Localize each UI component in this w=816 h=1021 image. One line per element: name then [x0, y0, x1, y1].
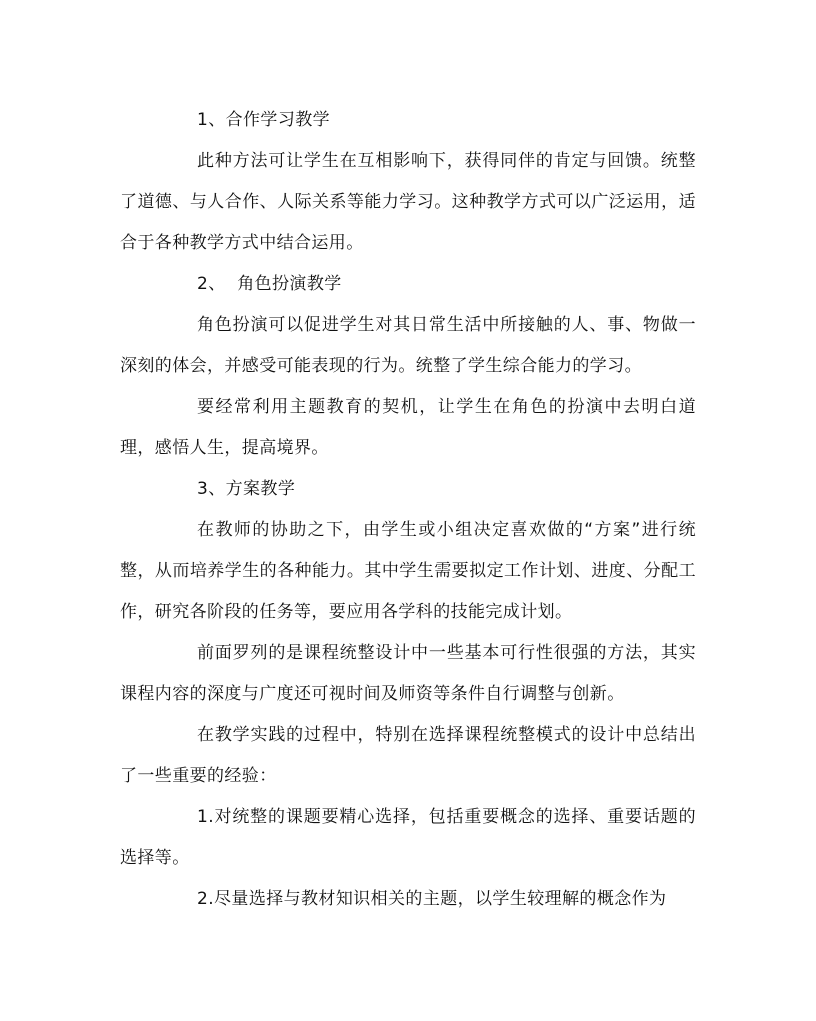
- section-heading-project-teaching: 3、方案教学: [197, 479, 296, 499]
- list-item-experience-1: 1.对统整的课题要精心选择，包括重要概念的选择、重要话题的选择等。: [120, 807, 696, 868]
- paragraph-role-play-2: 要经常利用主题教育的契机，让学生在角色的扮演中去明白道理，感悟人生，提高境界。: [120, 397, 696, 458]
- paragraph-summary-methods: 前面罗列的是课程统整设计中一些基本可行性很强的方法，其实课程内容的深度与广度还可视时间及师资等条件自行调整与创新。: [120, 643, 696, 704]
- section-heading-cooperative-learning: 1、合作学习教学: [197, 110, 331, 130]
- paragraph-role-play-1: 角色扮演可以促进学生对其日常生活中所接触的人、事、物做一深刻的体会，并感受可能表现的行为。统整了学生综合能力的学习。: [120, 315, 696, 376]
- list-item-experience-2: 2.尽量选择与教材知识相关的主题，以学生较理解的概念作为: [197, 889, 667, 909]
- section-heading-role-play: 2、 角色扮演教学: [197, 274, 342, 294]
- document-body: [120, 100, 696, 920]
- paragraph-project-teaching: 在教师的协助之下，由学生或小组决定喜欢做的“方案”进行统整，从而培养学生的各种能力。其中学生需要拟定工作计划、进度、分配工作，研究各阶段的任务等，要应用各学科的技能完成计划。: [120, 520, 696, 622]
- paragraph-experience-intro: 在教学实践的过程中，特别在选择课程统整模式的设计中总结出了一些重要的经验：: [120, 725, 696, 786]
- paragraph-cooperative-learning: 此种方法可让学生在互相影响下，获得同伴的肯定与回馈。统整了道德、与人合作、人际关系等能力学习。这种教学方式可以广泛运用，适合于各种教学方式中结合运用。: [120, 151, 696, 253]
